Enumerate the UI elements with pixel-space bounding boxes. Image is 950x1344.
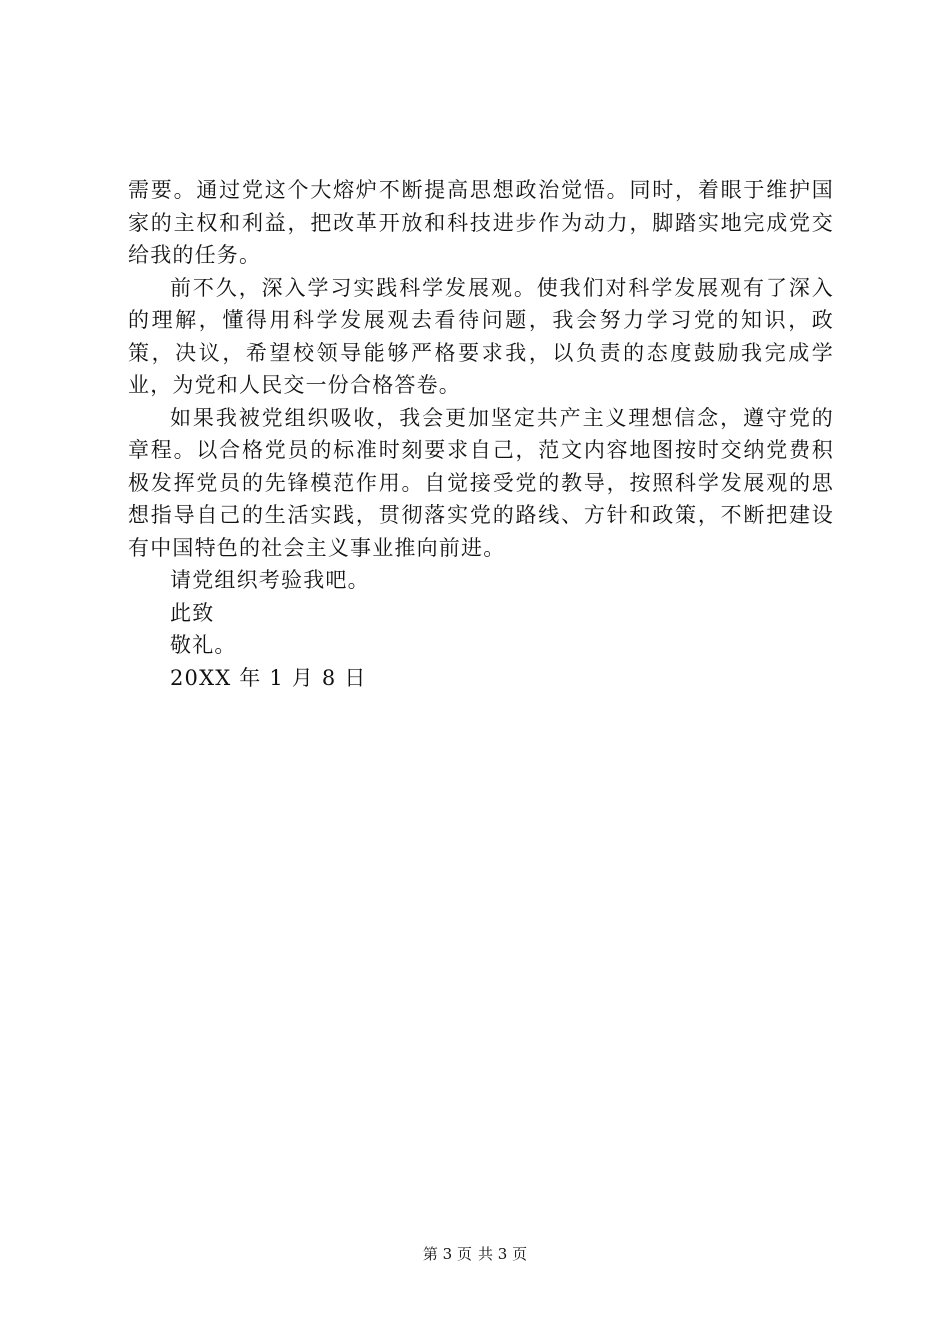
page-number-total: 共 3 页 [478,1245,528,1263]
letter-date: 20XX 年 1 月 8 日 [170,665,367,690]
paragraph-commitment: 如果我被党组织吸收，我会更加坚定共产主义理想信念，遵守党的章程。以合格党员的标准时刻要求自己，范文内容地图按时交纳党费积极发挥党员的先锋模范作用。自觉接受党的教导，按照科学发展观的思想指导自己的生活实践，贯彻落实党的路线、方针和政策，不断把建设有中国特色的社会主义事业推向前进。 [128,405,834,560]
paragraph-continuation: 需要。通过党这个大熔炉不断提高思想政治觉悟。同时，着眼于维护国家的主权和利益，把改革开放和科技进步作为动力，脚踏实地完成党交给我的任务。 [128,178,834,267]
salutation-line-2: 敬礼。 [170,633,237,657]
paragraph-study: 前不久，深入学习实践科学发展观。使我们对科学发展观有了深入的理解，懂得用科学发展观去看待问题，我会努力学习党的知识，政策，决议，希望校领导能够严格要求我，以负责的态度鼓励我完成学业，为党和人民交一份合格答卷。 [128,275,834,397]
closing-request: 请党组织考验我吧。 [170,568,370,592]
letter-body [128,174,834,694]
salutation-line-1: 此致 [170,600,215,625]
page-footer [0,1244,950,1264]
page-number-current: 第 3 页 [422,1245,472,1263]
